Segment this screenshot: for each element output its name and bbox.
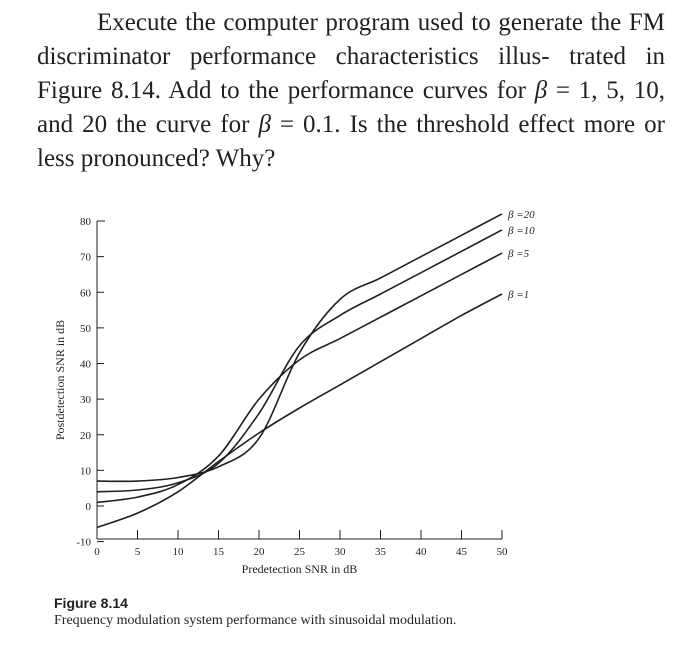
y-tick-label: 40 (80, 358, 91, 371)
series-line-3 (97, 214, 502, 481)
series-label-0: β =1 (508, 289, 530, 302)
x-tick-label: 45 (456, 546, 467, 558)
y-tick-label: 0 (85, 501, 91, 513)
fm-performance-chart (0, 210, 700, 590)
x-tick-label: 20 (253, 546, 265, 558)
problem-line-4-values: = 1, 5, 10, and 20 the curve for (37, 77, 666, 138)
y-tick-label: 20 (80, 429, 91, 442)
x-tick-label: 15 (213, 546, 224, 558)
figure-label: Figure 8.14 (54, 595, 128, 611)
x-tick-label: 40 (415, 546, 427, 558)
x-tick-label: 25 (294, 546, 305, 558)
y-tick-label: 60 (80, 287, 91, 300)
x-tick-label: 50 (496, 546, 508, 558)
figure-caption-text: Frequency modulation system performance with sinusoidal modulation. (54, 613, 457, 628)
y-tick-label: 70 (80, 251, 91, 264)
x-tick-label: 10 (172, 546, 184, 558)
series-line-1 (97, 253, 502, 502)
x-axis-title: Predetection SNR in dB (241, 562, 358, 576)
x-tick-label: 30 (334, 546, 346, 558)
problem-line-5: effect more or less pronounced? Why? (37, 111, 665, 172)
y-tick-label: 50 (80, 322, 91, 335)
series-label-1: β =5 (508, 248, 530, 261)
beta-symbol: β (258, 111, 271, 138)
beta-symbol: β (534, 77, 548, 104)
x-tick-label: 5 (134, 546, 141, 558)
y-axis-title: Postdetection SNR in dB (53, 319, 67, 441)
y-tick-label: -10 (76, 536, 91, 549)
problem-statement (37, 6, 665, 176)
y-tick-label: 10 (80, 465, 91, 478)
y-tick-label: 30 (80, 394, 91, 407)
series-label-3: β =20 (508, 210, 535, 221)
problem-line-1: Execute the computer program used to generate (97, 9, 584, 36)
problem-line-3: trated in Figure 8.14. Add to the performance curves for (37, 43, 666, 104)
y-tick-label: 80 (80, 216, 91, 228)
series-label-2: β =10 (508, 224, 535, 237)
problem-line-4-end: = 0.1. Is the threshold (270, 111, 510, 138)
problem-line-2: the FM discriminator performance characteristics illus- (37, 9, 666, 70)
figure-caption (54, 594, 456, 630)
x-tick-label: 35 (375, 546, 386, 558)
x-tick-label: 0 (94, 546, 100, 558)
